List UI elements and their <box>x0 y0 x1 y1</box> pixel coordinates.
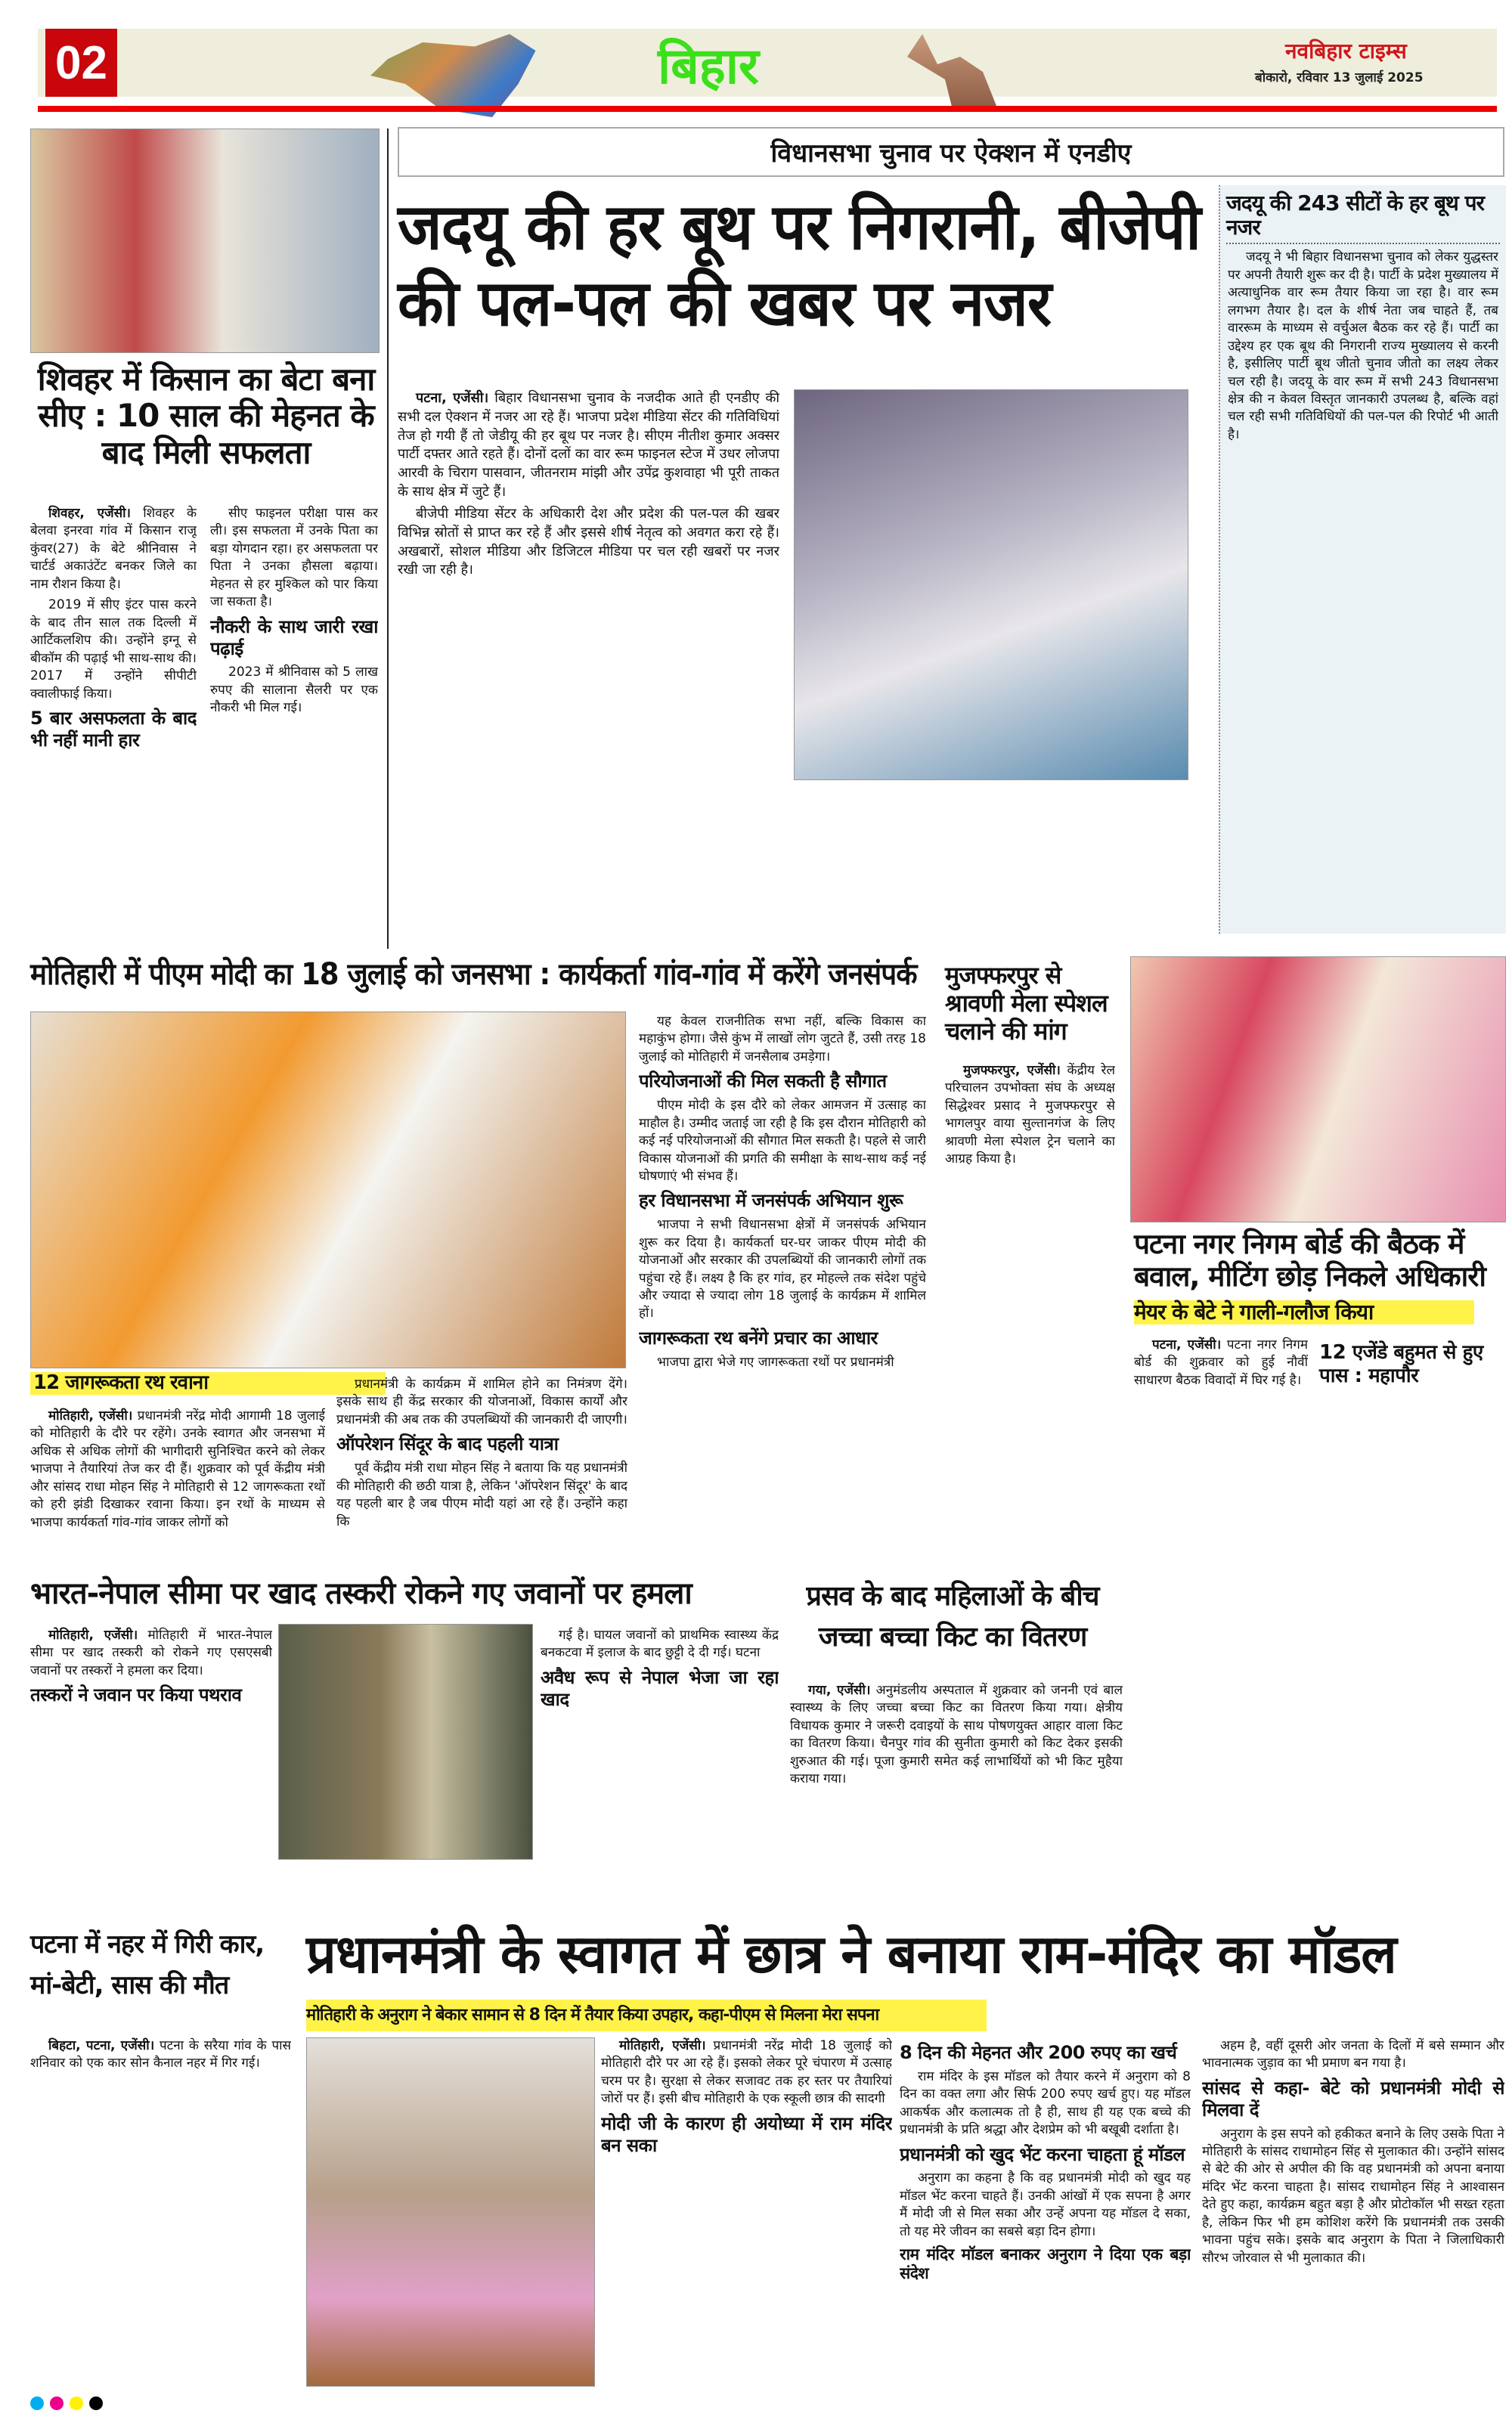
magenta-mark <box>50 2396 64 2410</box>
muzaffarpur-headline: मुजफ्फरपुर से श्रावणी मेला स्पेशल चलाने की मांग <box>945 961 1108 1046</box>
shivhar-col-1 <box>30 505 197 951</box>
paragraph: प्रधानमंत्री नरेंद्र मोदी आगामी 18 जुलाई को मोतिहारी के दौरे पर रहेंगे। उनके स्वागत और जनसभा में अधिक से अधिक लोगों की भागीदारी सुनिश्चित करने को लेकर भाजपा ने तैयारियां तेज कर दी हैं। शुक्रवार को पूर्व केंद्रीय मंत्री और सांसद राधा मोहन सिंह ने मोतिहारी से 12 जागरूकता रथों को हरी झंडी दिखाकर रवाना किया। इन रथों के माध्यम से भाजपा कार्यकर्ता गांव-गांव जाकर लोगों को <box>30 1408 325 1530</box>
subheading: प्रधानमंत्री को खुद भेंट करना चाहता हूं मॉडल <box>900 2143 1185 2165</box>
column-rule <box>387 129 389 949</box>
nahar-headline: पटना में नहर में गिरी कार, मां-बेटी, सास की मौत <box>30 1929 265 2001</box>
paragraph: मोतिहारी में भारत-नेपाल सीमा पर खाद तस्करी को रोकने गए एसएसबी जवानों पर तस्करों ने हमला कर दिया। <box>30 1628 272 1678</box>
prasav-headline: प्रसव के बाद महिलाओं के बीच जच्चा बच्चा किट का वितरण <box>806 1581 1099 1653</box>
paragraph: प्रधानमंत्री के कार्यक्रम में शामिल होने का निमंत्रण देंगे। इसके साथ ही केंद्र सरकार की योजनाओं, विकास कार्यों और प्रधानमंत्री की अब तक की उपलब्धियों की जानकारी दी जाएगी। <box>336 1377 627 1427</box>
evm-photo <box>794 389 1188 780</box>
prasav-body <box>790 1682 1123 1864</box>
ssb-jawans-photo <box>278 1624 533 1860</box>
lead-body <box>398 389 779 941</box>
model-headline: प्रधानमंत्री के स्वागत में छात्र ने बनाया राम-मंदिर का मॉडल <box>306 1923 1396 1985</box>
yellow-mark <box>70 2396 83 2410</box>
paragraph: केंद्रीय रेल परिचालन उपभोक्ता संघ के अध्यक्ष सिद्धेश्वर प्रसाद ने मुजफ्फरपुर से भागलपुर वाया सुल्तानगंज के लिए श्रावणी मेला स्पेशल ट्रेन चलाने का आग्रह किया है। <box>945 1063 1115 1167</box>
paragraph: पीएम मोदी के इस दौरे को लेकर आमजन में उत्साह का माहौल है। उम्मीद जताई जा रही है कि इस दौरान मोतिहारी को कई नई परियोजनाओं की सौगात मिल सकती है। पहले से जारी विकास योजनाओं की प्रगति की समीक्षा के साथ-साथ कई नई घोषणाएं भी संभव हैं। <box>639 1098 926 1184</box>
motihari-highlight: 12 जागरूकता रथ रवाना <box>30 1372 386 1395</box>
nepal-headline: भारत-नेपाल सीमा पर खाद तस्करी रोकने गए जवानों पर हमला <box>30 1576 692 1611</box>
paragraph: गई है। घायल जवानों को प्राथमिक स्वास्थ्य केंद्र बनकटवा में इलाज के बाद छुट्टी दे दी गई। घटना <box>541 1628 779 1661</box>
subheading: मोदी जी के कारण ही अयोध्या में राम मंदिर बन सका <box>601 2112 892 2156</box>
motihari-col-1 <box>30 1408 325 1555</box>
model-col-1 <box>601 2037 892 2385</box>
motihari-col-3 <box>639 1013 926 1557</box>
motihari-col-2 <box>336 1376 627 1557</box>
motihari-rally-photo <box>30 1012 626 1368</box>
subheading: तस्करों ने जवान पर किया पथराव <box>30 1684 242 1706</box>
print-registration-marks <box>30 2396 103 2410</box>
section-title: बिहार <box>658 37 759 95</box>
dateline: शिवहर, एजेंसी। <box>48 506 131 521</box>
paragraph: पूर्व केंद्रीय मंत्री राधा मोहन सिंह ने बताया कि यह प्रधानमंत्री की मोतिहारी की छठी यात्रा है, लेकिन 'ऑपरेशन सिंदूर' के बाद यह पहली बार है जब पीएम मोदी यहां आ रहे हैं। उन्होंने कहा कि <box>336 1461 627 1529</box>
newspaper-logo: नवबिहार टाइम्स <box>1285 39 1407 64</box>
nagar-nigam-highlight: मेयर के बेटे ने गाली-गलौज किया <box>1134 1300 1474 1324</box>
dateline: मुजफ्फरपुर, एजेंसी। <box>963 1063 1061 1078</box>
nepal-col-3 <box>541 1627 779 1861</box>
motihari-headline: मोतिहारी में पीएम मोदी का 18 जुलाई को जनसभा : कार्यकर्ता गांव-गांव में करेंगे जनसंपर्क <box>30 957 917 992</box>
paragraph: पटना नगर निगम बोर्ड की शुक्रवार को हुई नौवीं साधारण बैठक विवादों में घिर गई है। <box>1134 1337 1308 1388</box>
muzaffarpur-body <box>945 1062 1115 1554</box>
issue-date: बोकारो, रविवार 13 जुलाई 2025 <box>1255 70 1424 85</box>
paragraph: प्रधानमंत्री नरेंद्र मोदी 18 जुलाई को मोतिहारी दौरे पर आ रहे हैं। इसको लेकर पूरे चंपारण में उत्साह चरम पर है। सुरक्षा से लेकर सजावट तक हर स्तर पर तैयारियां जोरों पर हैं। इसी बीच मोतिहारी के एक स्कूली छात्र की सादगी <box>601 2038 892 2107</box>
paragraph: राम मंदिर के इस मॉडल को तैयार करने में अनुराग को 8 दिन का वक्त लगा और सिर्फ 200 रुपए खर्च हुए। यह मॉडल आकर्षक और कलात्मक तो है ही, साथ ही यह एक बच्चे की प्रधानमंत्री के प्रति श्रद्धा और देशप्रेम को भी बखूबी दर्शाता है। <box>900 2068 1191 2138</box>
nagar-nigam-subheading: 12 एजेंडे बहुमत से हुए पास : महापौर <box>1319 1341 1483 1388</box>
subheading: ऑपरेशन सिंदूर के बाद पहली यात्रा <box>336 1433 559 1455</box>
sidebar-box <box>1219 185 1506 934</box>
ram-mandir-model-photo <box>306 2037 595 2387</box>
black-mark <box>89 2396 103 2410</box>
paragraph: अहम है, वहीं दूसरी ओर जनता के दिलों में बसे सम्मान और भावनात्मक जुड़ाव का भी प्रमाण बन गया है। <box>1202 2038 1504 2071</box>
paragraph: सीए फाइनल परीक्षा पास कर ली। इस सफलता में उनके पिता का बड़ा योगदान रहा। हर असफलता पर पिता ने उनका हौसला बढ़ाया। मेहनत से हर मुश्किल को पार किया जा सकता है। <box>210 506 378 610</box>
shivhar-col-2 <box>210 505 378 951</box>
paragraph: भाजपा ने सभी विधानसभा क्षेत्रों में जनसंपर्क अभियान शुरू कर दिया है। कार्यकर्ता घर-घर जाकर पीएम मोदी की योजनाओं और सरकार की उपलब्धियों की जानकारी लोगों तक पहुंचा रहे हैं। लक्ष्य है कि हर गांव, हर मोहल्ले तक संदेश पहुंचे और ज्यादा से ज्यादा लोग 18 जुलाई के कार्यक्रम में शामिल हों। <box>639 1217 926 1321</box>
dateline: पटना, एजेंसी। <box>1152 1337 1222 1352</box>
shivhar-headline: शिवहर में किसान का बेटा बना सीए : 10 साल की मेहनत के बाद मिली सफलता <box>37 361 375 471</box>
dateline: बिहटा, पटना, एजेंसी। <box>48 2038 155 2053</box>
subheading: नौकरी के साथ जारी रखा पढ़ाई <box>210 615 378 659</box>
subheading: 8 दिन की मेहनत और 200 रुपए का खर्च <box>900 2042 1177 2063</box>
paragraph: 2019 में सीए इंटर पास करने के बाद तीन साल तक दिल्ली में आर्टिकलशिप की। उन्होंने इग्नू से बीकॉम की पढ़ाई भी साथ-साथ की। 2017 में उन्होंने सीपीटी क्वालीफाई किया। <box>30 597 197 702</box>
subheading: अवैध रूप से नेपाल भेजा जा रहा खाद <box>541 1666 779 1710</box>
nagar-nigam-photo <box>1130 956 1506 1222</box>
dateline: मोतिहारी, एजेंसी। <box>48 1628 138 1643</box>
subheading: जागरूकता रथ बनेंगे प्रचार का आधार <box>639 1327 878 1349</box>
model-highlight: मोतिहारी के अनुराग ने बेकार सामान से 8 दिन में तैयार किया उपहार, कहा-पीएम से मिलना मेरा सपना <box>306 2000 987 2031</box>
cyan-mark <box>30 2396 44 2410</box>
lead-headline: जदयू की हर बूथ पर निगरानी, बीजेपी की पल-पल की खबर पर नजर <box>398 190 1201 340</box>
nagar-nigam-col-1 <box>1134 1337 1308 1858</box>
page-number: 02 <box>45 29 117 97</box>
nagar-nigam-headline: पटना नगर निगम बोर्ड की बैठक में बवाल, मीटिंग छोड़ निकले अधिकारी <box>1134 1228 1486 1293</box>
paragraph: 2023 में श्रीनिवास को 5 लाख रुपए की सालाना सैलरी पर एक नौकरी भी मिल गई। <box>210 665 378 716</box>
subheading: हर विधानसभा में जनसंपर्क अभियान शुरू <box>639 1190 903 1212</box>
paragraph: जदयू ने भी बिहार विधानसभा चुनाव को लेकर युद्धस्तर पर अपनी तैयारी शुरू कर दी है। पार्टी के प्रदेश मुख्यालय में अत्याधुनिक वार रूम तैयार किया जा रहा है। वार रूम लगभग तैयार है। दल के शीर्ष नेता जब चाहते हैं, तब वाररूम के माध्यम से वर्चुअल बैठक कर रहे हैं। पार्टी का उद्देश्य हर एक बूथ की निगरानी राज्य मुख्यालय से करनी है, इसीलिए पार्टी बूथ जीतो चुनाव जीतो का लक्ष्य लेकर चल रही है। जदयू के वार रूम में सभी 243 विधानसभा क्षेत्र की न केवल विस्तृत जानकारी उपलब्ध है, बल्कि वहां चल रही सभी गतिविधियों की पल-पल की रिपोर्ट भी आती है। <box>1228 249 1498 442</box>
paragraph: अनुराग के इस सपने को हकीकत बनाने के लिए उसके पिता ने मोतिहारी के सांसद राधामोहन सिंह से मुलाकात की। उन्होंने सांसद से बेटे की ओर से अपील की कि वह प्रधानमंत्री को अपना बनाया मंदिर भेंट करना चाहता है। सांसद राधामोहन सिंह ने आश्वासन देते हुए कहा, कार्यक्रम बहुत बड़ा है और प्रोटोकॉल भी सख्त रहता है, लेकिन फिर भी हम कोशिश करेंगे कि प्रधानमंत्री तक उसकी भावना पहुंच सके। इसके बाद अनुराग के पिता ने जिलाधिकारी सौरभ जोरवाल से भी मुलाकात की। <box>1202 2126 1504 2266</box>
paragraph: अनुराग का कहना है कि वह प्रधानमंत्री मोदी को खुद यह मॉडल भेंट करना चाहते हैं। उनकी आंखों में एक सपना है अगर मैं मोदी जी से मिल सका और उन्हें अपना यह मॉडल दे सका, तो यह मेरे जीवन का सबसे बड़ा दिन होगा। <box>900 2170 1191 2239</box>
paragraph: अनुमंडलीय अस्पताल में शुक्रवार को जननी एवं बाल स्वास्थ्य के लिए जच्चा बच्चा किट का वितरण किया गया। क्षेत्रीय विधायक कुमार ने जरूरी दवाइयों के साथ पोषणयुक्त आहार वाला किट का वितरण किया। चैनपुर गांव की सुनीता कुमारी को किट देकर इसकी शुरुआत की गई। पूजा कुमारी समेत कई लाभार्थियों को भी किट मुहैया कराया गया। <box>790 1683 1123 1787</box>
model-col-3 <box>1202 2037 1504 2385</box>
dateline: मोतिहारी, एजेंसी। <box>619 2038 706 2053</box>
nahar-body <box>30 2037 291 2385</box>
dateline: मोतिहारी, एजेंसी। <box>48 1408 133 1424</box>
nepal-col-1 <box>30 1627 272 1861</box>
paragraph: शिवहर के बेलवा इनरवा गांव में किसान राजू कुंवर(27) के बेटे श्रीनिवास ने चार्टर्ड अकाउंटेंट बनकर जिले का नाम रौशन किया है। <box>30 506 197 592</box>
subheading: सांसद से कहा- बेटे को प्रधानमंत्री मोदी से मिलवा दें <box>1202 2077 1504 2121</box>
sidebar-headline: जदयू की 243 सीटों के हर बूथ पर नजर <box>1226 191 1500 244</box>
paragraph: यह केवल राजनीतिक सभा नहीं, बल्कि विकास का महाकुंभ होगा। जैसे कुंभ में लाखों लोग जुटते हैं, उसी तरह 18 जुलाई को मोतिहारी में जनसैलाब उमड़ेगा। <box>639 1014 926 1064</box>
dateline: पटना, एजेंसी। <box>416 390 489 406</box>
subheading: राम मंदिर मॉडल बनाकर अनुराग ने दिया एक बड़ा संदेश <box>900 2245 1191 2283</box>
paragraph: बिहार विधानसभा चुनाव के नजदीक आते ही एनडीए की सभी दल ऐक्शन में नजर आ रहे हैं। भाजपा प्रदेश मीडिया सेंटर की गतिविधियां तेज हो गयी हैं तो जेडीयू की हर बूथ पर नजर है। सीएम नीतीश कुमार अक्सर पार्टी दफ्तर आते रहते हैं। दोनों दलों का वार रूम फाइनल स्टेज में उधर लोजपा आरवी के चिराग पासवान, जीतनराम मांझी और उपेंद्र कुशवाहा भी पूरी ताकत के साथ क्षेत्र में जुटे हैं। <box>398 390 779 500</box>
model-col-2 <box>900 2037 1191 2385</box>
subheading: 5 बार असफलता के बाद भी नहीं मानी हार <box>30 707 197 751</box>
paragraph: बीजेपी मीडिया सेंटर के अधिकारी देश और प्रदेश की पल-पल की खबर विभिन्न स्रोतों से प्राप्त कर रहे हैं और इससे शीर्ष नेतृत्व को अवगत करा रहे हैं। अखबारों, सोशल मीडिया और डिजिटल मीडिया पर चल रही खबरों पर नजर रखी जा रही है। <box>398 505 779 578</box>
paragraph: पटना के सरैया गांव के पास शनिवार को एक कार सोन कैनाल नहर में गिर गई। <box>30 2038 291 2071</box>
masthead-band <box>38 29 1497 97</box>
shivhar-photo <box>30 129 380 353</box>
header-divider <box>38 106 1497 112</box>
paragraph: भाजपा द्वारा भेजे गए जागरूकता रथों पर प्रधानमंत्री <box>657 1354 894 1370</box>
lead-kicker: विधानसभा चुनाव पर ऐक्शन में एनडीए <box>398 127 1504 177</box>
dateline: गया, एजेंसी। <box>808 1683 871 1698</box>
subheading: परियोजनाओं की मिल सकती है सौगात <box>639 1070 887 1092</box>
